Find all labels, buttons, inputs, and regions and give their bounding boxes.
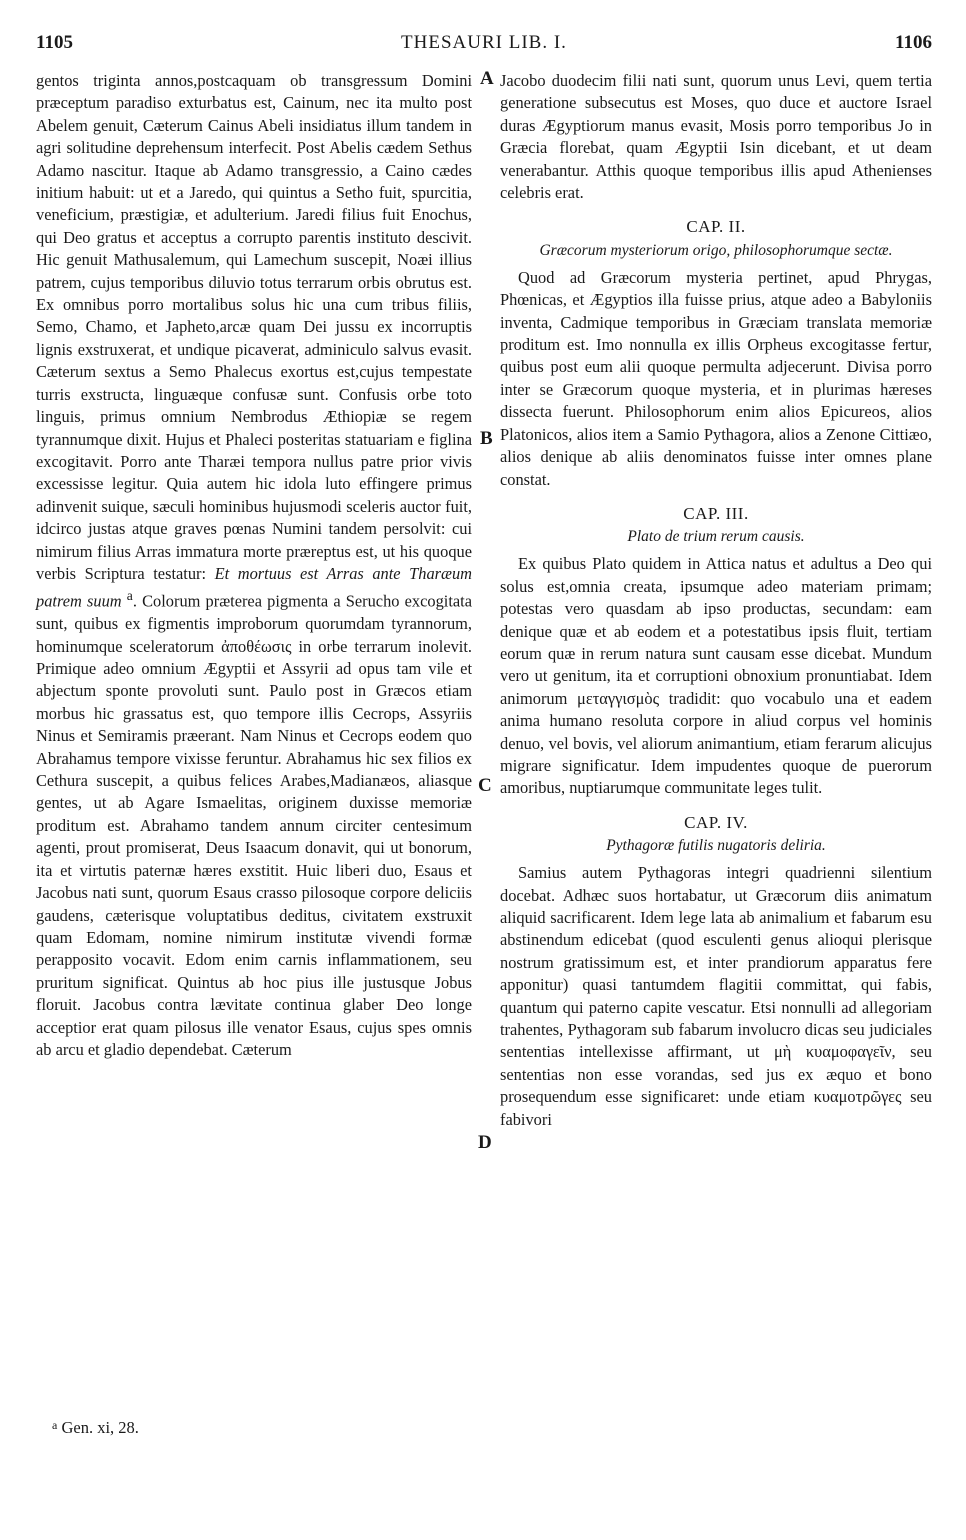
chapter-4-title: CAP. IV.	[684, 812, 748, 832]
running-title: THESAURI LIB. I.	[401, 32, 567, 53]
margin-marker-d: D	[478, 1132, 492, 1153]
chapter-4-subtitle: Pythagoræ futilis nugatoris deliria.	[606, 837, 826, 855]
chapter-3-text: Ex quibus Plato quidem in Attica natus et adultus a Deo qui solus est,omnia creata, ipsumque adeo materiam primam; potestas vero quasdam ab ipso productas, secundam: eam denique quæ et ab eodem et a potestatibus ipsis fluit, tertiam eorum quæ in rerum natura sunt causam esse dicebat. Mundum vero ut genitum, ita et corruptioni obnoxium pronuntiabat. Idem animorum μεταγγισμὸς tradidit: quo vocabulo una et eadem anima humano resoluta corpore in aliud corpus vel hominis denuo, vel bovis, vel aliorum animantium, etiam ferarum alicujus migrare significatur. Idem impudentes quoque de puerorum amoribus, nuptiarumque communitate leges tulit.	[500, 554, 932, 798]
running-header	[36, 32, 932, 62]
footnote-mark: a	[52, 1418, 58, 1432]
page-number-left: 1105	[36, 32, 73, 53]
margin-marker-b: B	[480, 428, 493, 449]
left-text-1: gentos triginta annos,postcaquam ob transgressum Domini præceptum paradiso exturbatus est, Cainum, nec ita multo post Abelem genuit, Cæterum Cainus Abeli insidiatus illum tandem in agri solitudine deprehensum interfecit. Post Abelis cædem Sethus Adamo nascitur. Itaque ab Adamo transgressio, a Caino cædes initium habuit: ut et a Jaredo, qui quintus a Setho fuit, spurcitia, veneficium, præstigiæ, et adulterium. Jaredi filius fuit Enochus, qui Deo gratus et acceptus a corrupto parentis instituto descivit. Hic genuit Mathusalemum, qui Lamechum suscepit, Noæi illius patrem, cujus temporibus diluvio totus terrarum orbis obrutus est. Ex omnibus porro mortalibus solus hic una cum tribus filiis, Semo, Chamo, et Japheto,arcæ quam Dei jussu ex incorruptis lignis exstruxerat, et undique picaverat, adminiculo salvus evasit. Cæterum sextus a Semo Phalecus exortus est,cujus tempestate turris exstructa, linguæque confusæ sunt. Confusis orbe toto linguis, primus omnium Nembrodus Æthiopiæ se regem tyrannumque dixit. Hujus et Phaleci posteritas statuariam e figlina excogitavit. Porro ante Tharæi tempora nullus patre prior vivis excessisse legitur. Quia autem hic idola luto effingere primus adinvenit suique, sæculi hominibus hujusmodi sceleris auctor fuit, idcirco justas atque graves pœnas Numini tandem persolvit: cui nimirum filius Arras immatura morte præreptus est, ut his quoque verbis Scriptura testatur:	[36, 71, 472, 583]
right-paragraph-1: Jacobo duodecim filii nati sunt, quorum unus Levi, quem tertia generatione subsecutus est Moses, quo duce et auctore Israel duras Ægyptiorum manus evasit, Mosis porro temporibus Jo in Græcia florebat, quam Ægyptii Isin dicebant, et ut deam venerabantur. Atthis quoque temporibus illis apud Athenienses celebris erat.	[500, 71, 932, 203]
footnote-text: Gen. xi, 28.	[61, 1418, 139, 1437]
footnote-ref: a	[126, 588, 133, 604]
left-text-2: . Colorum præterea pigmenta a Serucho excogitata sunt, quibus ex figmentis improborum quorumdam tyrannorum, hominumque sceleratorum ἀποθέωσις in orbe terrarum inolevit. Primique adeo omnium Ægyptii et Assyrii ad opus tam vile et abjectum sponte provoluti sunt. Paulo post in Græcos etiam morbus hic grassatus est, quo tempore illis Cecrops, Assyriis Ninus et Semiramis præerant. Nam Ninus et Cecrops eodem quo Abrahamus tempore vixisse feruntur. Abrahamus hic sex filios ex Cethura suscepit, a quibus felices Arabes,Madianæos, aliasque gentes, ut ab Agare Ismaelitas, originem duxisse memoriæ proditum est. Abrahamo tandem annum circiter centesimum agenti, prout promiserat, Deus Isaacum donavit, qui ut bonorum, ita et virtutis paternæ hæres exstitit. Huic liberi duo, Esaus et Jacobus nati sunt, quorum Esaus crasso pilosoque corpore deliciis gaudens, cæterisque voluptatibus deditus, civitatem exstruxit quam Edomam, nomine nimirum institutæ vivendi formæ perapposito vocavit. Edom enim carnis inflammationem, seu pruritum significat. Quintus ab hoc pius ille justusque Jobus floruit. Jacobus contra lævitate continua glaber Deo longe acceptior erat quam pilosus ille venator Esaus, cujus spes omnis ab arcu et gladio dependebat. Cæterum	[36, 591, 472, 1059]
chapter-3-subtitle: Plato de trium rerum causis.	[627, 528, 805, 546]
page-number-right: 1106	[895, 32, 932, 53]
footnote	[52, 1418, 139, 1438]
chapter-2-text: Quod ad Græcorum mysteria pertinet, apud Phrygas, Phœnicas, et Ægyptios illa fuisse prius, atque adeo a Babyloniis inventa, Cadmique temporibus in Græciam translata memoriæ proditum est. Imo nonnulla ex illis Orpheus excogitasse fertur, quibus post eum alii quoque permulta adjecerunt. Divisa porro inter se Græcorum quoque mysteria, et in plurimas hæreses dissecta fuerunt. Philosophorum enim alios Epicureos, alios Platonicos, alios item a Samio Pythagora, alios a Zenone Cittiæo, alios denique ab aliis denominatos fuisse inter omnes plane constat.	[500, 267, 932, 489]
left-column	[36, 70, 472, 1061]
margin-marker-c: C	[478, 775, 492, 796]
chapter-4-text: Samius autem Pythagoras integri quadrienni silentium docebat. Adhæc suos hortabatur, ut Græcorum diis animatum aliquid sacrificarent. Idem lege lata ab animalium et fabarum esu abstinendum edicebat (quod esculenti genus alioqui plerisque nostrum gratissimum est, et inter prandiorum apparatus fere apponitur) quasi tantumdem flagitii committat, qui fabis, quantum qui paterno capite vescatur. Etsi nonnulli ad allegoriam trahentes, Pythagoram sub fabarum involucro dicas seu judiciales sententias intellexisse affirmant, ut μὴ κυαμοφαγεῖν, seu sententias non esse vorandas, sed jus ex æquo et bono prosequendum esse significaret: unde etiam κυαμοτρῶγες seu fabivori	[500, 863, 932, 1129]
margin-marker-a: A	[480, 68, 494, 89]
chapter-2-title: CAP. II.	[686, 217, 746, 237]
chapter-3-title: CAP. III.	[683, 503, 749, 523]
left-paragraph	[36, 70, 472, 1061]
right-column	[500, 70, 932, 1131]
scripture-quote: Et mortuus est Arras ante Tharæum patrem suum	[36, 563, 472, 611]
chapter-2-subtitle: Græcorum mysteriorum origo, philosophorumque sectæ.	[539, 241, 893, 259]
